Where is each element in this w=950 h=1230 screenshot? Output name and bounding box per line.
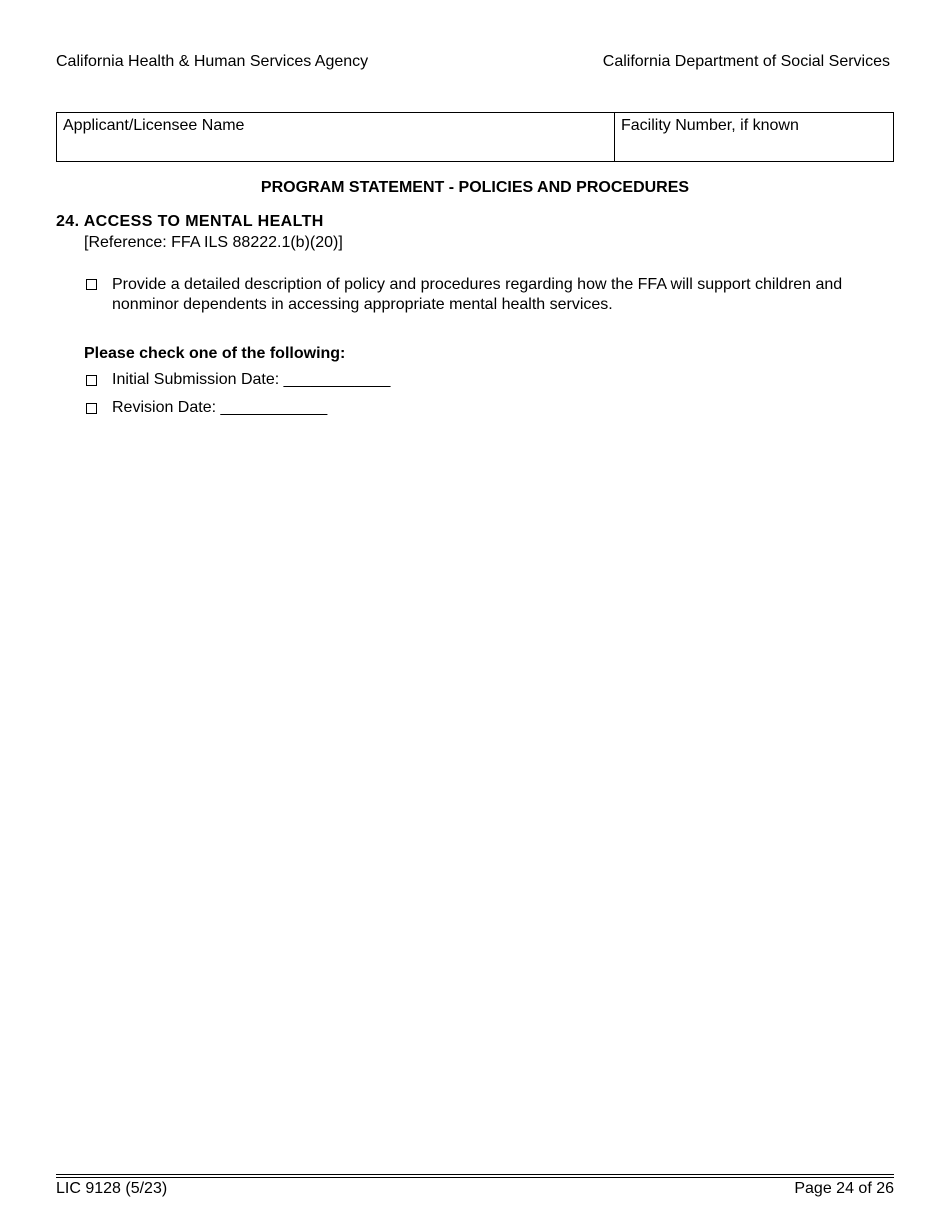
applicant-name-field[interactable] xyxy=(57,113,615,161)
facility-number-label: Facility Number, if known xyxy=(621,117,799,134)
page-number: Page 24 of 26 xyxy=(794,1180,894,1197)
initial-submission-label: Initial Submission Date: ____________ xyxy=(112,371,391,388)
facility-number-field[interactable] xyxy=(615,113,893,161)
initial-submission-checkbox[interactable] xyxy=(86,375,97,386)
applicant-info-table xyxy=(56,112,894,162)
footer-divider-secondary xyxy=(56,1177,894,1178)
form-identifier: LIC 9128 (5/23) xyxy=(56,1180,168,1197)
footer-divider xyxy=(56,1174,894,1175)
section-reference: [Reference: FFA ILS 88222.1(b)(20)] xyxy=(84,234,343,251)
revision-checkbox[interactable] xyxy=(86,403,97,414)
instruction-text: Provide a detailed description of policy and procedures regarding how the FFA will support children and nonminor dependents in accessing appropriate mental health services. xyxy=(112,276,843,313)
agency-name: California Health & Human Services Agency xyxy=(56,53,369,70)
revision-label: Revision Date: ____________ xyxy=(112,399,328,416)
page-title: PROGRAM STATEMENT - POLICIES AND PROCEDURES xyxy=(260,179,690,196)
applicant-name-label: Applicant/Licensee Name xyxy=(63,117,245,134)
department-name: California Department of Social Services xyxy=(602,53,890,70)
instruction-checkbox[interactable] xyxy=(86,279,97,290)
check-prompt: Please check one of the following: xyxy=(84,345,346,362)
section-heading: 24. ACCESS TO MENTAL HEALTH xyxy=(56,213,324,230)
